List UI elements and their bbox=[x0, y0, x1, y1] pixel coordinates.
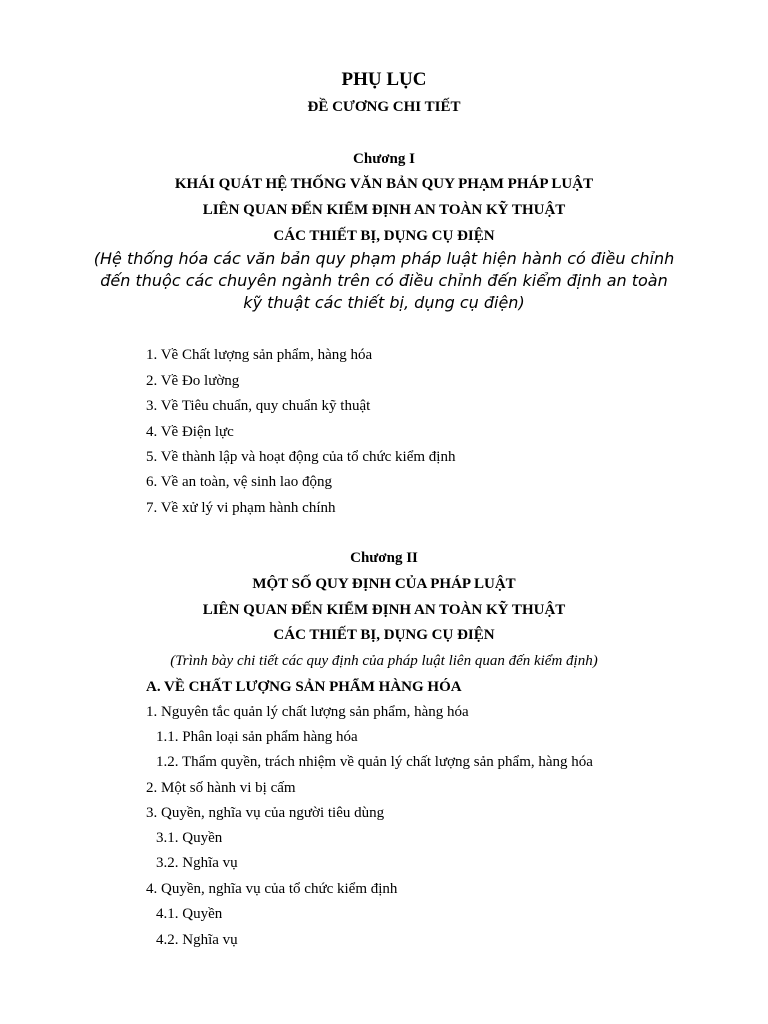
document-subtitle: ĐỀ CƯƠNG CHI TIẾT bbox=[307, 99, 461, 115]
chapter2-item-3-1: 3.1. Quyền bbox=[156, 830, 223, 846]
chapter2-item-1: 1. Nguyên tắc quản lý chất lượng sản phẩm, hàng hóa bbox=[146, 704, 469, 720]
section-a-title: A. VỀ CHẤT LƯỢNG SẢN PHẨM HÀNG HÓA bbox=[146, 679, 462, 695]
chapter2-heading-line-1: MỘT SỐ QUY ĐỊNH CỦA PHÁP LUẬT bbox=[252, 576, 516, 592]
chapter2-note: (Trình bày chi tiết các quy định của pháp luật liên quan đến kiểm định) bbox=[170, 653, 598, 669]
chapter1-note-line-1: (Hệ thống hóa các văn bản quy phạm pháp luật hiện hành có điều chỉnh bbox=[93, 249, 675, 268]
chapter2-item-1-2: 1.2. Thẩm quyền, trách nhiệm về quản lý chất lượng sản phẩm, hàng hóa bbox=[156, 754, 593, 770]
chapter1-item-7: 7. Về xử lý vi phạm hành chính bbox=[146, 500, 336, 516]
chapter2-item-3: 3. Quyền, nghĩa vụ của người tiêu dùng bbox=[146, 805, 385, 821]
chapter2-item-4: 4. Quyền, nghĩa vụ của tổ chức kiểm định bbox=[146, 881, 398, 897]
chapter1-heading-line-2: LIÊN QUAN ĐẾN KIỂM ĐỊNH AN TOÀN KỸ THUẬT bbox=[202, 202, 566, 218]
chapter1-item-3: 3. Về Tiêu chuẩn, quy chuẩn kỹ thuật bbox=[146, 398, 371, 414]
chapter2-label: Chương II bbox=[350, 550, 418, 566]
chapter2-item-4-2: 4.2. Nghĩa vụ bbox=[156, 932, 238, 948]
chapter2-heading-line-2: LIÊN QUAN ĐẾN KIỂM ĐỊNH AN TOÀN KỸ THUẬT bbox=[202, 602, 566, 618]
chapter2-item-2: 2. Một số hành vi bị cấm bbox=[146, 780, 296, 796]
chapter1-item-4: 4. Về Điện lực bbox=[146, 424, 234, 440]
document-title: PHỤ LỤC bbox=[341, 69, 427, 90]
chapter1-note-line-2: đến thuộc các chuyên ngành trên có điều chỉnh đến kiểm định an toàn bbox=[100, 271, 668, 290]
chapter1-note-line-3: kỹ thuật các thiết bị, dụng cụ điện) bbox=[243, 293, 525, 312]
chapter1-label: Chương I bbox=[353, 151, 415, 167]
chapter1-item-1: 1. Về Chất lượng sản phẩm, hàng hóa bbox=[146, 347, 373, 363]
chapter1-heading-line-3: CÁC THIẾT BỊ, DỤNG CỤ ĐIỆN bbox=[273, 228, 495, 244]
chapter2-item-1-1: 1.1. Phân loại sản phẩm hàng hóa bbox=[156, 729, 358, 745]
chapter1-item-2: 2. Về Đo lường bbox=[146, 373, 240, 389]
chapter2-heading-line-3: CÁC THIẾT BỊ, DỤNG CỤ ĐIỆN bbox=[273, 627, 495, 643]
chapter2-item-3-2: 3.2. Nghĩa vụ bbox=[156, 855, 238, 871]
chapter1-heading-line-1: KHÁI QUÁT HỆ THỐNG VĂN BẢN QUY PHẠM PHÁP LUẬT bbox=[174, 176, 594, 192]
chapter2-item-4-1: 4.1. Quyền bbox=[156, 906, 223, 922]
chapter1-item-6: 6. Về an toàn, vệ sinh lao động bbox=[146, 474, 332, 490]
chapter1-item-5: 5. Về thành lập và hoạt động của tổ chức kiểm định bbox=[146, 449, 456, 465]
